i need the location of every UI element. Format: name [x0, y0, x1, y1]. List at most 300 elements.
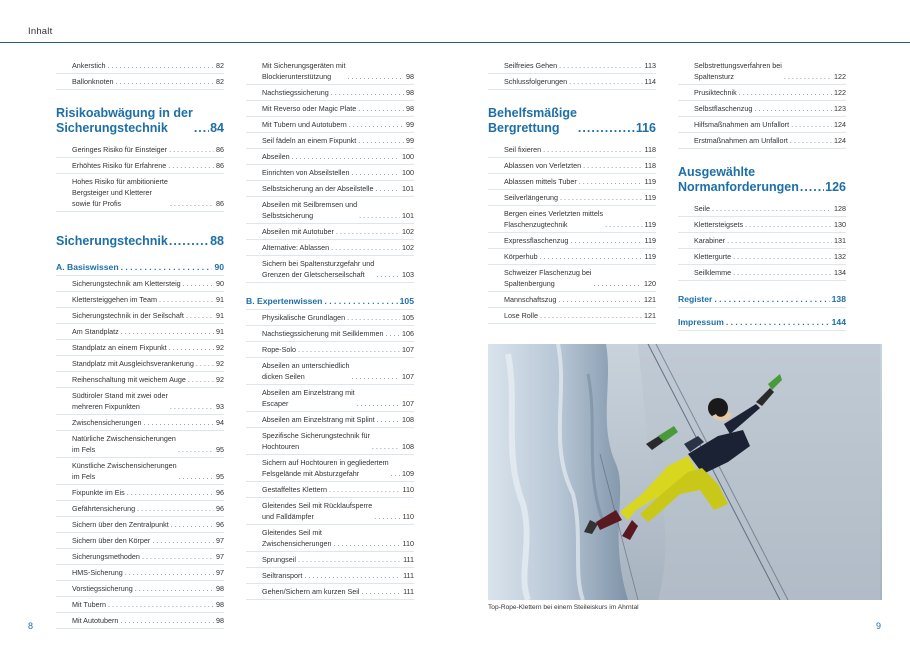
toc-entry-page: 92 [216, 359, 224, 368]
toc-entry[interactable] [678, 265, 846, 281]
toc-entry-page: 90 [216, 279, 224, 288]
dot-leader [125, 567, 214, 578]
dot-leader [186, 310, 214, 321]
toc-entry-page: 134 [834, 268, 846, 277]
toc-entry-text: Seilklemme [694, 268, 732, 277]
toc-entry-text: Alternative: Ablassen [262, 243, 330, 252]
toc-entry-text: Selbstflaschenzug [694, 104, 753, 113]
toc-column-4 [678, 58, 846, 331]
toc-entry[interactable] [678, 58, 846, 85]
dot-leader [336, 226, 400, 237]
section-page: 138 [831, 294, 846, 304]
toc-entry-page: 123 [834, 104, 846, 113]
dot-leader [194, 121, 209, 136]
dot-leader [791, 119, 832, 130]
dot-leader [800, 180, 824, 195]
toc-entry-page: 99 [406, 120, 414, 129]
toc-entry-text: Spezifische Sicherungstechnik für Hochtouren [262, 431, 370, 451]
toc-entry-page: 118 [644, 161, 656, 170]
toc-entry-text: Sichern bei Spaltensturzgefahr und Grenzen der Gletscherseilschaft [262, 259, 375, 279]
toc-entry[interactable] [56, 356, 224, 372]
toc-entry-text: Reihenschaltung mit weichem Auge [72, 375, 186, 384]
section-title: Register [678, 294, 713, 304]
toc-entry[interactable] [56, 276, 224, 292]
toc-entry-text: Prusiktechnik [694, 88, 737, 97]
dot-leader [178, 444, 214, 455]
toc-entry[interactable] [246, 149, 414, 165]
toc-entry-page: 105 [402, 313, 414, 322]
dot-leader [348, 71, 405, 82]
toc-entry-page: 119 [644, 193, 656, 202]
toc-entry-text: Expressflaschenzug [504, 236, 569, 245]
toc-entry[interactable] [488, 233, 656, 249]
toc-entry-text: Seil fädeln an einem Fixpunkt [262, 136, 357, 145]
toc-entry-page: 119 [644, 252, 656, 261]
dot-leader [361, 586, 401, 597]
dot-leader [377, 414, 400, 425]
section-heading[interactable] [246, 293, 414, 310]
dot-leader [144, 417, 214, 428]
toc-entry-text: HMS-Sicherung [72, 568, 123, 577]
toc-list [246, 310, 414, 600]
toc-entry-text: Abseilen mit Seilbremsen und Selbstsicherung [262, 200, 358, 220]
toc-entry[interactable] [246, 342, 414, 358]
toc-entry[interactable] [246, 455, 414, 482]
dot-leader [169, 144, 214, 155]
toc-entry-page: 93 [216, 402, 224, 411]
toc-entry[interactable] [56, 458, 224, 485]
toc-entry[interactable] [678, 249, 846, 265]
toc-entry-page: 128 [834, 204, 846, 213]
section-title: Impressum [678, 317, 724, 327]
header-rule [0, 42, 910, 43]
toc-entry[interactable] [678, 133, 846, 149]
toc-entry-page: 107 [402, 399, 414, 408]
toc-entry[interactable] [678, 85, 846, 101]
toc-entry[interactable] [246, 256, 414, 283]
dot-leader [739, 87, 832, 98]
toc-entry-page: 124 [834, 120, 846, 129]
dot-leader [726, 316, 830, 328]
toc-entry[interactable] [56, 308, 224, 324]
toc-entry-text: Mannschaftszug [504, 295, 557, 304]
toc-entry-page: 118 [644, 145, 656, 154]
toc-entry-text: Standplatz mit Ausgleichsverankerung [72, 359, 194, 368]
toc-entry-page: 113 [644, 61, 656, 70]
toc-entry[interactable] [678, 217, 846, 233]
dot-leader [372, 441, 400, 452]
dot-leader [569, 76, 642, 87]
toc-entry[interactable] [246, 584, 414, 600]
toc-entry[interactable] [56, 340, 224, 356]
dot-leader [391, 468, 400, 479]
chapter-page: 84 [210, 121, 224, 135]
section-heading[interactable] [56, 259, 224, 276]
dot-leader [168, 160, 214, 171]
toc-entry[interactable] [488, 174, 656, 190]
dot-leader [540, 310, 642, 321]
toc-entry-page: 107 [402, 345, 414, 354]
toc-entry[interactable] [678, 101, 846, 117]
toc-entry-text: Sprungseil [262, 555, 296, 564]
toc-entry-text: Abseilen mit Autotuber [262, 227, 334, 236]
toc-entry-text: Seile [694, 204, 710, 213]
toc-entry-page: 110 [402, 512, 414, 521]
toc-entry[interactable] [488, 190, 656, 206]
toc-entry-text: Fixpunkte im Eis [72, 488, 125, 497]
section-title: B. Expertenwissen [246, 296, 323, 306]
chapter-heading[interactable] [678, 165, 846, 195]
toc-entry-text: Südtiroler Stand mit zwei oder mehreren Fixpunkten [72, 391, 168, 411]
dot-leader [374, 511, 400, 522]
dot-leader [605, 219, 642, 230]
dot-leader [324, 295, 397, 307]
toc-entry-page: 109 [402, 469, 414, 478]
toc-entry-page: 100 [402, 168, 414, 177]
toc-entry[interactable] [246, 101, 414, 117]
toc-entry[interactable] [246, 117, 414, 133]
dot-leader [292, 151, 400, 162]
dot-leader [579, 176, 643, 187]
toc-entry-text: Einrichten von Abseilstellen [262, 168, 350, 177]
dot-leader [540, 251, 643, 262]
toc-entry-page: 108 [402, 442, 414, 451]
toc-entry-text: Bergen eines Verletzten mittels Flaschenzugtechnik [504, 209, 604, 229]
toc-entry[interactable] [246, 482, 414, 498]
toc-entry[interactable] [56, 324, 224, 340]
dot-leader [188, 374, 214, 385]
toc-entry-page: 130 [834, 220, 846, 229]
toc-entry[interactable] [246, 85, 414, 101]
dot-leader [727, 235, 832, 246]
toc-entry-text: Lose Rolle [504, 311, 538, 320]
toc-entry-text: Am Standplatz [72, 327, 119, 336]
section-page: 105 [399, 296, 414, 306]
section-page: 90 [214, 262, 224, 272]
dot-leader [304, 570, 401, 581]
dot-leader [171, 519, 214, 530]
toc-entry[interactable] [56, 58, 224, 74]
toc-entry[interactable] [246, 165, 414, 181]
toc-entry-text: Nachstiegssicherung mit Seilklemmen [262, 329, 384, 338]
dot-leader [754, 103, 832, 114]
dot-leader [137, 503, 214, 514]
toc-entry-text: Sichern über den Zentralpunkt [72, 520, 169, 529]
toc-entry[interactable] [488, 249, 656, 265]
dot-leader [120, 615, 214, 626]
toc-entry-text: Nachstiegssicherung [262, 88, 329, 97]
toc-entry[interactable] [56, 581, 224, 597]
toc-entry[interactable] [56, 613, 224, 629]
dot-leader [116, 76, 214, 87]
dot-leader [121, 326, 214, 337]
dot-leader [733, 251, 832, 262]
toc-entry-text: Hohes Risiko für ambitionierte Bergsteiger und Kletterer sowie für Profis [72, 177, 168, 208]
dot-leader [331, 87, 404, 98]
dot-leader [559, 60, 642, 71]
toc-list [488, 142, 656, 324]
dot-leader [733, 267, 832, 278]
toc-entry-text: Gleitendes Seil mit Rücklaufsperre und Falldämpfer [262, 501, 373, 521]
chapter-heading[interactable] [56, 106, 224, 136]
toc-entry[interactable] [56, 533, 224, 549]
dot-leader [196, 358, 214, 369]
dot-leader [121, 261, 213, 273]
toc-entry-page: 91 [216, 295, 224, 304]
toc-entry-page: 91 [216, 311, 224, 320]
toc-entry-page: 86 [216, 161, 224, 170]
toc-entry-page: 98 [216, 600, 224, 609]
toc-entry-page: 102 [402, 227, 414, 236]
toc-entry-text: Erhöhtes Risiko für Erfahrene [72, 161, 167, 170]
toc-entry-text: Sichern auf Hochtouren in gegliedertem Felsgelände mit Absturzgefahr [262, 458, 389, 478]
page-header [0, 0, 910, 44]
toc-entry[interactable] [56, 372, 224, 388]
toc-entry-text: Selbstrettungsverfahren bei Spaltensturz [694, 61, 782, 81]
toc-entry[interactable] [488, 292, 656, 308]
toc-entry-page: 101 [402, 184, 414, 193]
toc-entry-page: 96 [216, 488, 224, 497]
toc-entry[interactable] [246, 525, 414, 552]
section-page: 144 [831, 317, 846, 327]
toc-entry-text: Sicherungstechnik am Klettersteig [72, 279, 181, 288]
toc-entry-page: 119 [644, 220, 656, 229]
dot-leader [298, 344, 400, 355]
toc-entry-text: Seil fixieren [504, 145, 542, 154]
toc-entry[interactable] [488, 74, 656, 90]
section-title: A. Basiswissen [56, 262, 119, 272]
dot-leader [352, 371, 400, 382]
toc-entry[interactable] [56, 565, 224, 581]
toc-entry[interactable] [56, 415, 224, 431]
toc-entry-page: 120 [644, 279, 656, 288]
toc-list [678, 58, 846, 149]
toc-entry-text: Karabiner [694, 236, 726, 245]
chapter-heading[interactable] [56, 234, 224, 249]
toc-entry-text: Sichern über den Körper [72, 536, 151, 545]
toc-entry-text: Sicherungsmethoden [72, 552, 140, 561]
toc-entry-text: Klettergurte [694, 252, 732, 261]
toc-entry-text: Vorstiegssicherung [72, 584, 133, 593]
toc-entry[interactable] [678, 117, 846, 133]
toc-entry-page: 97 [216, 536, 224, 545]
impressum-heading[interactable] [678, 314, 846, 331]
toc-entry-text: Schweizer Flaschenzug bei Spaltenbergung [504, 268, 592, 288]
toc-entry[interactable] [56, 517, 224, 533]
dot-leader [352, 167, 401, 178]
toc-entry-page: 111 [403, 587, 414, 596]
photo-caption: Top-Rope-Klettern bei einem Steileiskurs im Ahrntal [488, 604, 639, 611]
toc-entry[interactable] [56, 485, 224, 501]
dot-leader [359, 210, 400, 221]
toc-column-3 [488, 58, 656, 324]
dot-leader [570, 235, 642, 246]
dot-leader [385, 328, 400, 339]
toc-entry[interactable] [678, 201, 846, 217]
toc-entry-page: 108 [402, 415, 414, 424]
toc-entry[interactable] [56, 74, 224, 90]
toc-entry-text: Ablassen von Verletzten [504, 161, 582, 170]
toc-entry-page: 121 [644, 295, 656, 304]
toc-entry-page: 131 [834, 236, 846, 245]
toc-entry[interactable] [246, 568, 414, 584]
toc-list [246, 58, 414, 283]
toc-entry[interactable] [488, 265, 656, 292]
toc-entry-page: 96 [216, 520, 224, 529]
toc-entry-page: 94 [216, 418, 224, 427]
toc-entry-page: 95 [216, 472, 224, 481]
dot-leader [334, 538, 401, 549]
toc-entry[interactable] [488, 158, 656, 174]
toc-entry-page: 95 [216, 445, 224, 454]
dot-leader [152, 535, 214, 546]
toc-entry-text: Mit Tubern [72, 600, 106, 609]
toc-entry-page: 121 [644, 311, 656, 320]
dot-leader [784, 71, 832, 82]
dot-leader [376, 269, 400, 280]
toc-entry-page: 82 [216, 61, 224, 70]
toc-entry[interactable] [488, 142, 656, 158]
page-number-left: 8 [28, 621, 34, 631]
toc-entry[interactable] [246, 197, 414, 224]
chapter-title: Risikoabwägung in der Sicherungstechnik [56, 106, 193, 135]
toc-entry-page: 132 [834, 252, 846, 261]
toc-entry-page: 122 [834, 72, 846, 81]
toc-entry-text: Erstmaßnahmen am Unfallort [694, 136, 788, 145]
toc-entry[interactable] [246, 552, 414, 568]
toc-entry-page: 97 [216, 568, 224, 577]
toc-entry[interactable] [246, 412, 414, 428]
dot-leader [375, 183, 400, 194]
toc-entry-page: 102 [402, 243, 414, 252]
toc-entry[interactable] [678, 233, 846, 249]
dot-leader [135, 583, 214, 594]
toc-entry-text: Abseilen am Einzelstrang mit Escaper [262, 388, 355, 408]
toc-entry-page: 86 [216, 145, 224, 154]
toc-entry[interactable] [488, 206, 656, 233]
toc-entry[interactable] [488, 58, 656, 74]
toc-entry-text: Abseilen am Einzelstrang mit Splint [262, 415, 375, 424]
page-number-right: 9 [876, 621, 882, 631]
dot-leader [170, 198, 214, 209]
dot-leader [358, 135, 404, 146]
dot-leader [169, 234, 209, 249]
toc-entry-page: 98 [406, 72, 414, 81]
toc-entry[interactable] [246, 428, 414, 455]
toc-entry[interactable] [56, 549, 224, 565]
toc-entry-page: 111 [403, 555, 414, 564]
toc-entry-page: 111 [403, 571, 414, 580]
toc-entry-text: Ablassen mittels Tuber [504, 177, 577, 186]
toc-entry[interactable] [246, 326, 414, 342]
toc-entry[interactable] [246, 181, 414, 197]
toc-entry-page: 106 [402, 329, 414, 338]
toc-entry-page: 98 [216, 616, 224, 625]
dot-leader [714, 293, 829, 305]
toc-entry-page: 119 [644, 236, 656, 245]
toc-entry[interactable] [246, 358, 414, 385]
toc-entry[interactable] [56, 158, 224, 174]
toc-entry-page: 101 [402, 211, 414, 220]
toc-entry-text: Gefährtensicherung [72, 504, 136, 513]
toc-entry[interactable] [56, 292, 224, 308]
toc-entry[interactable] [56, 174, 224, 212]
toc-entry[interactable] [246, 240, 414, 256]
toc-entry[interactable] [246, 310, 414, 326]
toc-entry-text: Ankerstich [72, 61, 106, 70]
toc-entry[interactable] [246, 385, 414, 412]
toc-entry[interactable] [246, 133, 414, 149]
toc-list [678, 201, 846, 281]
toc-entry-text: Gestaffeltes Klettern [262, 485, 327, 494]
dot-leader [331, 242, 400, 253]
toc-entry-text: Mit Autotubern [72, 616, 119, 625]
register-heading[interactable] [678, 291, 846, 308]
toc-entry-text: Klettersteigsets [694, 220, 744, 229]
toc-entry-text: Ballonknoten [72, 77, 114, 86]
toc-entry-page: 119 [644, 177, 656, 186]
toc-entry-page: 91 [216, 327, 224, 336]
toc-entry-page: 99 [406, 136, 414, 145]
toc-entry-page: 96 [216, 504, 224, 513]
toc-entry[interactable] [56, 501, 224, 517]
toc-entry-page: 103 [402, 270, 414, 279]
toc-entry-page: 92 [216, 375, 224, 384]
toc-entry-text: Schlussfolgerungen [504, 77, 568, 86]
dot-leader [159, 294, 214, 305]
toc-entry-text: Künstliche Zwischensicherungen im Fels [72, 461, 177, 481]
chapter-title: Sicherungstechnik [56, 234, 168, 248]
chapter-page: 88 [210, 234, 224, 248]
toc-entry-page: 124 [834, 136, 846, 145]
toc-entry-page: 100 [402, 152, 414, 161]
toc-entry-text: Physikalische Grundlagen [262, 313, 346, 322]
chapter-heading[interactable] [488, 106, 656, 136]
toc-entry-text: Rope-Solo [262, 345, 296, 354]
toc-entry-text: Natürliche Zwischensicherungen im Fels [72, 434, 176, 454]
chapter-page: 126 [825, 180, 846, 194]
toc-entry[interactable] [488, 308, 656, 324]
toc-entry[interactable] [56, 597, 224, 613]
toc-entry-text: Abseilen [262, 152, 290, 161]
toc-entry-text: Seilfreies Gehen [504, 61, 558, 70]
toc-entry-text: Zwischensicherungen [72, 418, 142, 427]
toc-entry-text: Geringes Risiko für Einsteiger [72, 145, 168, 154]
toc-entry[interactable] [56, 142, 224, 158]
toc-entry[interactable] [246, 58, 414, 85]
toc-entry[interactable] [246, 224, 414, 240]
toc-list [56, 276, 224, 629]
toc-entry-text: Mit Reverso oder Magic Plate [262, 104, 357, 113]
toc-entry[interactable] [56, 388, 224, 415]
dot-leader [745, 219, 832, 230]
toc-entry-text: Selbstsicherung an der Abseilstelle [262, 184, 374, 193]
toc-entry-text: Gleitendes Seil mit Zwischensicherungen [262, 528, 332, 548]
dot-leader [127, 487, 214, 498]
toc-entry-text: Gehen/Sichern am kurzen Seil [262, 587, 360, 596]
dot-leader [170, 401, 214, 412]
dot-leader [560, 192, 643, 203]
toc-entry[interactable] [56, 431, 224, 458]
dot-leader [108, 60, 214, 71]
dot-leader [357, 398, 400, 409]
toc-column-1 [56, 58, 224, 629]
toc-entry-page: 92 [216, 343, 224, 352]
dot-leader [183, 278, 214, 289]
toc-entry-text: Klettersteiggehen im Team [72, 295, 157, 304]
toc-entry[interactable] [246, 498, 414, 525]
dot-leader [179, 471, 214, 482]
